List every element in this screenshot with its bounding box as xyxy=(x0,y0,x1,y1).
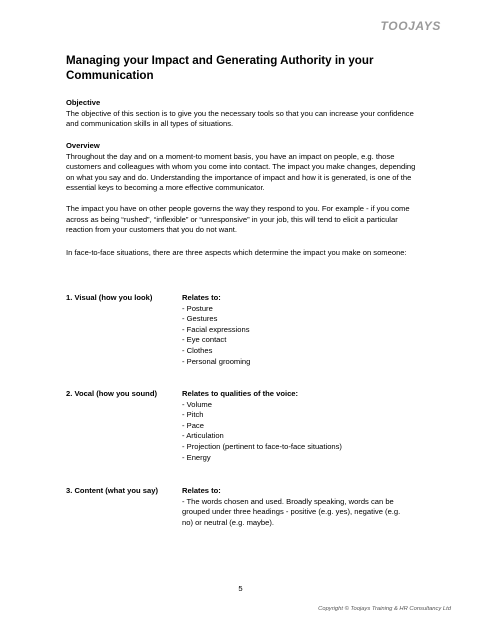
page-title: Managing your Impact and Generating Authority in your Communication xyxy=(66,54,374,82)
list-item: - Pitch xyxy=(182,410,204,420)
aspect-visual-list xyxy=(182,304,412,368)
overview-paragraph-1: Throughout the day and on a moment-to moment basis, you have an impact on people, e.g. those customers and colleagues with whom you come into contact. The impact you make changes, depending on what you say and do. Understanding the importance of impact and how it is generated, is one of the essential keys to becoming a more effective communicator. xyxy=(66,151,416,193)
list-item: - Gestures xyxy=(182,314,218,324)
copyright-footer: Copyright © Toojays Training & HR Consultancy Ltd xyxy=(318,606,451,612)
aspect-vocal-details xyxy=(182,389,412,463)
list-item: - Energy xyxy=(182,452,211,462)
aspect-vocal-list xyxy=(182,400,412,464)
aspect-content-label: 3. Content (what you say) xyxy=(66,486,158,495)
list-item: - Eye contact xyxy=(182,335,227,345)
list-item: - Volume xyxy=(182,399,212,409)
aspect-content-details xyxy=(182,486,412,528)
list-item: - Articulation xyxy=(182,431,224,441)
list-item: - Pace xyxy=(182,420,204,430)
overview-heading: Overview xyxy=(66,141,100,150)
list-item: - The words chosen and used. Broadly speaking, words can be grouped under three headings - positive (e.g. yes), negative (e.g. no) or neutral (e.g. maybe). xyxy=(182,496,401,527)
list-item: - Facial expressions xyxy=(182,324,250,334)
aspect-vocal-heading: Relates to qualities of the voice: xyxy=(182,389,299,398)
aspect-visual-label: 1. Visual (how you look) xyxy=(66,293,153,302)
objective-section xyxy=(66,98,416,130)
objective-heading: Objective xyxy=(66,98,101,107)
aspect-content-list xyxy=(182,497,412,529)
aspect-vocal-label: 2. Vocal (how you sound) xyxy=(66,389,157,398)
overview-paragraph-2: The impact you have on other people governs the way they respond to you. For example - if you come across as being “rushed”, “inflexible” or “unresponsive” in your job, this will tend to elicit a particular reaction from your customers that you do not want. xyxy=(66,204,410,235)
aspect-content-heading: Relates to: xyxy=(182,486,221,495)
page-number: 5 xyxy=(238,584,243,593)
objective-text: The objective of this section is to give you the necessary tools so that you can increase your confidence and communication skills in all types of situations. xyxy=(66,108,414,129)
brand-logo: TOOJAYS xyxy=(380,19,441,33)
aspect-visual-heading: Relates to: xyxy=(182,293,221,302)
list-item: - Personal grooming xyxy=(182,356,251,366)
overview-section xyxy=(66,141,416,194)
aspect-visual-details xyxy=(182,293,412,367)
list-item: - Projection (pertinent to face-to-face situations) xyxy=(182,441,342,451)
list-item: - Posture xyxy=(182,303,213,313)
list-item: - Clothes xyxy=(182,345,213,355)
overview-paragraph-3: In face-to-face situations, there are three aspects which determine the impact you make on someone: xyxy=(66,248,407,257)
